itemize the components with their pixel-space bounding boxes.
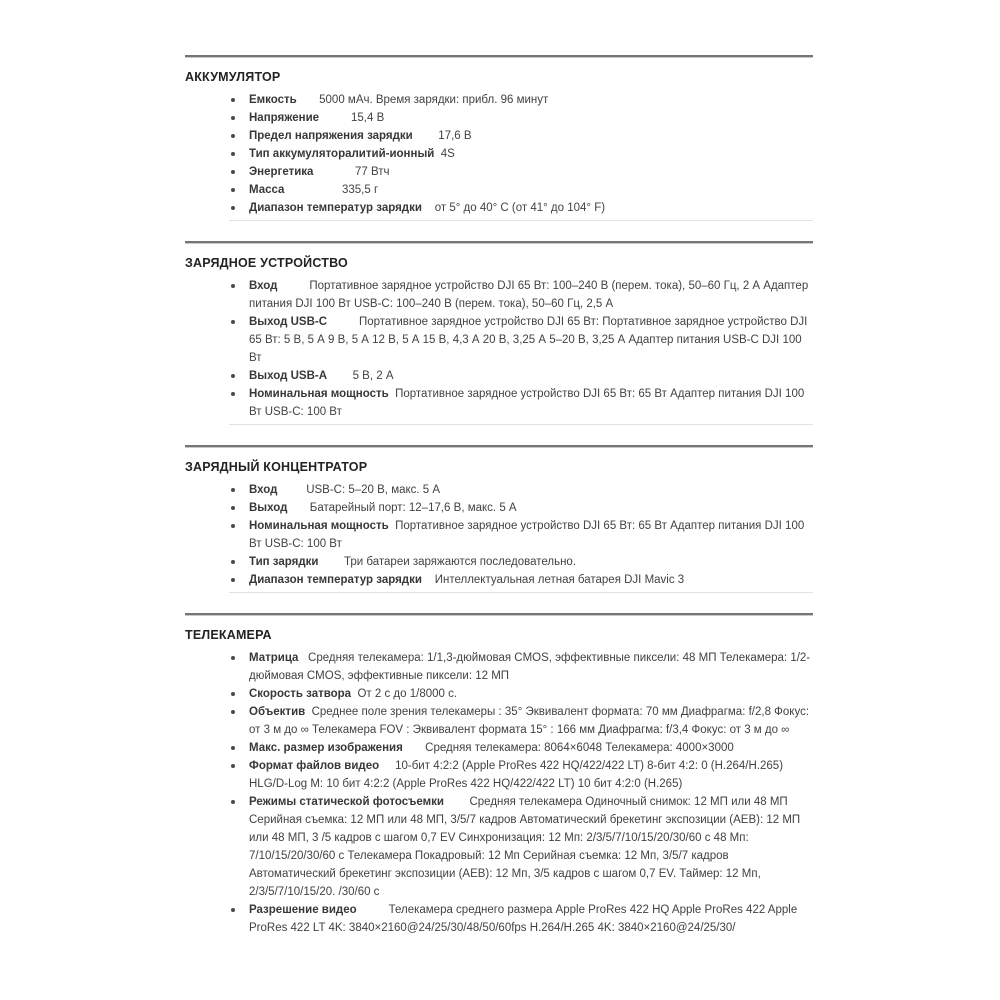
spec-value: Интеллектуальная летная батарея DJI Mavic 3 xyxy=(421,574,685,586)
spec-item xyxy=(185,385,813,421)
spec-item xyxy=(185,145,813,163)
spec-label: Объектив xyxy=(249,706,306,718)
bullet-icon xyxy=(229,277,249,313)
spec-value: 5000 мАч. Время зарядки: прибл. 96 минут xyxy=(296,94,549,106)
bullet-icon xyxy=(229,481,249,499)
bullet-icon xyxy=(229,571,249,589)
spec-list xyxy=(185,649,813,937)
bullet-icon xyxy=(229,793,249,901)
spec-value: От 2 с до 1/8000 с. xyxy=(351,688,458,700)
spec-value: 5 В, 2 А xyxy=(327,370,394,382)
bullet-icon xyxy=(229,757,249,793)
spec-item xyxy=(185,739,813,757)
bullet-icon xyxy=(229,109,249,127)
spec-label: Тип аккумуляторалитий-ионный xyxy=(249,148,435,160)
spec-label: Предел напряжения зарядки xyxy=(249,130,413,142)
spec-item xyxy=(185,127,813,145)
section-charger xyxy=(185,241,813,425)
spec-item xyxy=(185,757,813,793)
bullet-icon xyxy=(229,199,249,217)
bullet-icon xyxy=(229,367,249,385)
section-title: ЗАРЯДНОЕ УСТРОЙСТВО xyxy=(185,256,348,270)
spec-value: Три батареи заряжаются последовательно. xyxy=(318,556,577,568)
spec-value: 10-бит 4:2:2 (Apple ProRes 422 HQ/422/422 LT) 8-бит 4:2: 0 (H.264/H.265) HLG/D-Log M: 10 бит 4:2:2 (Apple ProRes 422 HQ/422/422 LT) 10 бит 4:2:0 (H.265) xyxy=(249,760,787,790)
bullet-icon xyxy=(229,385,249,421)
spec-item xyxy=(185,571,813,589)
bullet-icon xyxy=(229,91,249,109)
spec-item xyxy=(185,277,813,313)
bullet-icon xyxy=(229,553,249,571)
section-battery xyxy=(185,55,813,221)
spec-list xyxy=(185,277,813,421)
spec-list xyxy=(185,91,813,217)
spec-label: Выход USB-A xyxy=(249,370,328,382)
section-title: ТЕЛЕКАМЕРА xyxy=(185,628,272,642)
bullet-icon xyxy=(229,703,249,739)
bullet-icon xyxy=(229,685,249,703)
spec-value: Портативное зарядное устройство DJI 65 Вт: 65 Вт Адаптер питания DJI 100 Вт USB-C: 100 Вт xyxy=(249,520,808,550)
spec-label: Тип зарядки xyxy=(249,556,319,568)
spec-label: Энергетика xyxy=(249,166,314,178)
spec-value: USB-C: 5–20 В, макс. 5 А xyxy=(277,484,441,496)
bullet-icon xyxy=(229,145,249,163)
row-underline xyxy=(229,424,813,425)
spec-item xyxy=(185,553,813,571)
section-telecamera xyxy=(185,613,813,937)
section-divider xyxy=(185,445,813,448)
bullet-icon xyxy=(229,739,249,757)
spec-item xyxy=(185,181,813,199)
spec-label: Номинальная мощность xyxy=(249,388,389,400)
section-title: АККУМУЛЯТОР xyxy=(185,70,281,84)
spec-label: Напряжение xyxy=(249,112,320,124)
spec-value: 77 Втч xyxy=(313,166,390,178)
bullet-icon xyxy=(229,517,249,553)
section-charging-hub xyxy=(185,445,813,593)
spec-item xyxy=(185,901,813,937)
spec-label: Формат файлов видео xyxy=(249,760,380,772)
bullet-icon xyxy=(229,499,249,517)
spec-label: Диапазон температур зарядки xyxy=(249,574,422,586)
bullet-icon xyxy=(229,127,249,145)
bullet-icon xyxy=(229,163,249,181)
spec-label: Режимы статической фотосъемки xyxy=(249,796,444,808)
spec-item xyxy=(185,367,813,385)
spec-value: Портативное зарядное устройство DJI 65 Вт: Портативное зарядное устройство DJI 65 Вт: 5 В, 5 А 9 В, 5 А 12 В, 5 А 15 В, 4,3 А 20 В, 3,25 А 5–20 В, 3,25 А Адаптер питания USB-C DJI 100 Вт xyxy=(249,316,811,364)
spec-label: Выход xyxy=(249,502,288,514)
spec-item xyxy=(185,199,813,217)
spec-label: Диапазон температур зарядки xyxy=(249,202,422,214)
spec-label: Масса xyxy=(249,184,285,196)
section-divider xyxy=(185,55,813,58)
spec-value: Портативное зарядное устройство DJI 65 Вт: 100–240 В (перем. тока), 50–60 Гц, 2 А Адаптер питания DJI 100 Вт USB-C: 100–240 В (перем. тока), 50–60 Гц, 2,5 А xyxy=(249,280,812,310)
spec-item xyxy=(185,163,813,181)
section-divider xyxy=(185,241,813,244)
spec-label: Скорость затвора xyxy=(249,688,352,700)
spec-item xyxy=(185,313,813,367)
spec-value: 15,4 В xyxy=(319,112,385,124)
spec-label: Номинальная мощность xyxy=(249,520,389,532)
spec-item xyxy=(185,499,813,517)
spec-item xyxy=(185,703,813,739)
row-underline xyxy=(229,220,813,221)
spec-label: Матрица xyxy=(249,652,299,664)
spec-item xyxy=(185,793,813,901)
spec-label: Вход xyxy=(249,484,278,496)
spec-label: Разрешение видео xyxy=(249,904,357,916)
spec-item xyxy=(185,109,813,127)
spec-label: Выход USB-C xyxy=(249,316,328,328)
spec-value: 17,6 В xyxy=(412,130,472,142)
spec-value: 4S xyxy=(434,148,455,160)
spec-value: от 5° до 40° C (от 41° до 104° F) xyxy=(421,202,606,214)
bullet-icon xyxy=(229,649,249,685)
spec-list xyxy=(185,481,813,589)
spec-label: Вход xyxy=(249,280,278,292)
spec-value: Среднее поле зрения телекамеры : 35° Эквивалент формата: 70 мм Диафрагма: f/2,8 Фокус: от 3 м до ∞ Телекамера FOV : Эквивалент формата 15° : 166 мм Диафрагма: f/3,4 Фокус: от 3 м до ∞ xyxy=(249,706,813,736)
bullet-icon xyxy=(229,313,249,367)
spec-item xyxy=(185,517,813,553)
section-divider xyxy=(185,613,813,616)
row-underline xyxy=(229,592,813,593)
spec-value: Средняя телекамера: 8064×6048 Телекамера: 4000×3000 xyxy=(402,742,734,754)
spec-value: Средняя телекамера Одиночный снимок: 12 МП или 48 МП Серийная съемка: 12 МП или 48 МП, 3/5/7 кадров Автоматический брекетинг экспозиции (AEB): 12 МП или 48 МП, 3 /5 кадров с шагом 0,7 EV Синхронизация: 12 Мп: 2/3/5/7/10/15/20/30/60 с 48 Мп: 7/10/15/20/30/60 с Телекамера Покадровый: 12 Мп Серийная съемка: 12 Мп, 3/5/7 кадров Автоматический брекетинг экспозиции (AEB): 12 Мп, 3/5 кадров с шагом 0,7 EV. Таймер: 12 Мп, 2/3/5/7/10/15/20. /30/60 с xyxy=(249,796,804,898)
spec-document xyxy=(185,55,813,957)
spec-item xyxy=(185,649,813,685)
spec-item xyxy=(185,481,813,499)
bullet-icon xyxy=(229,901,249,937)
spec-label: Макс. размер изображения xyxy=(249,742,403,754)
spec-value: Батарейный порт: 12–17,6 В, макс. 5 А xyxy=(287,502,517,514)
spec-value: 335,5 г xyxy=(284,184,379,196)
section-title: ЗАРЯДНЫЙ КОНЦЕНТРАТОР xyxy=(185,460,368,474)
bullet-icon xyxy=(229,181,249,199)
spec-label: Емкость xyxy=(249,94,297,106)
spec-item xyxy=(185,685,813,703)
spec-value: Портативное зарядное устройство DJI 65 Вт: 65 Вт Адаптер питания DJI 100 Вт USB-C: 100 Вт xyxy=(249,388,808,418)
spec-value: Телекамера среднего размера Apple ProRes 422 HQ Apple ProRes 422 Apple ProRes 422 LT 4K: 3840×2160@24/25/30/48/50/60fps H.264/H.265 4K: 3840×2160@24/25/30/ xyxy=(249,904,801,934)
spec-value: Средняя телекамера: 1/1,3-дюймовая CMOS, эффективные пиксели: 48 МП Телекамера: 1/2-дюймовая CMOS, эффективные пиксели: 12 МП xyxy=(249,652,811,682)
spec-item xyxy=(185,91,813,109)
